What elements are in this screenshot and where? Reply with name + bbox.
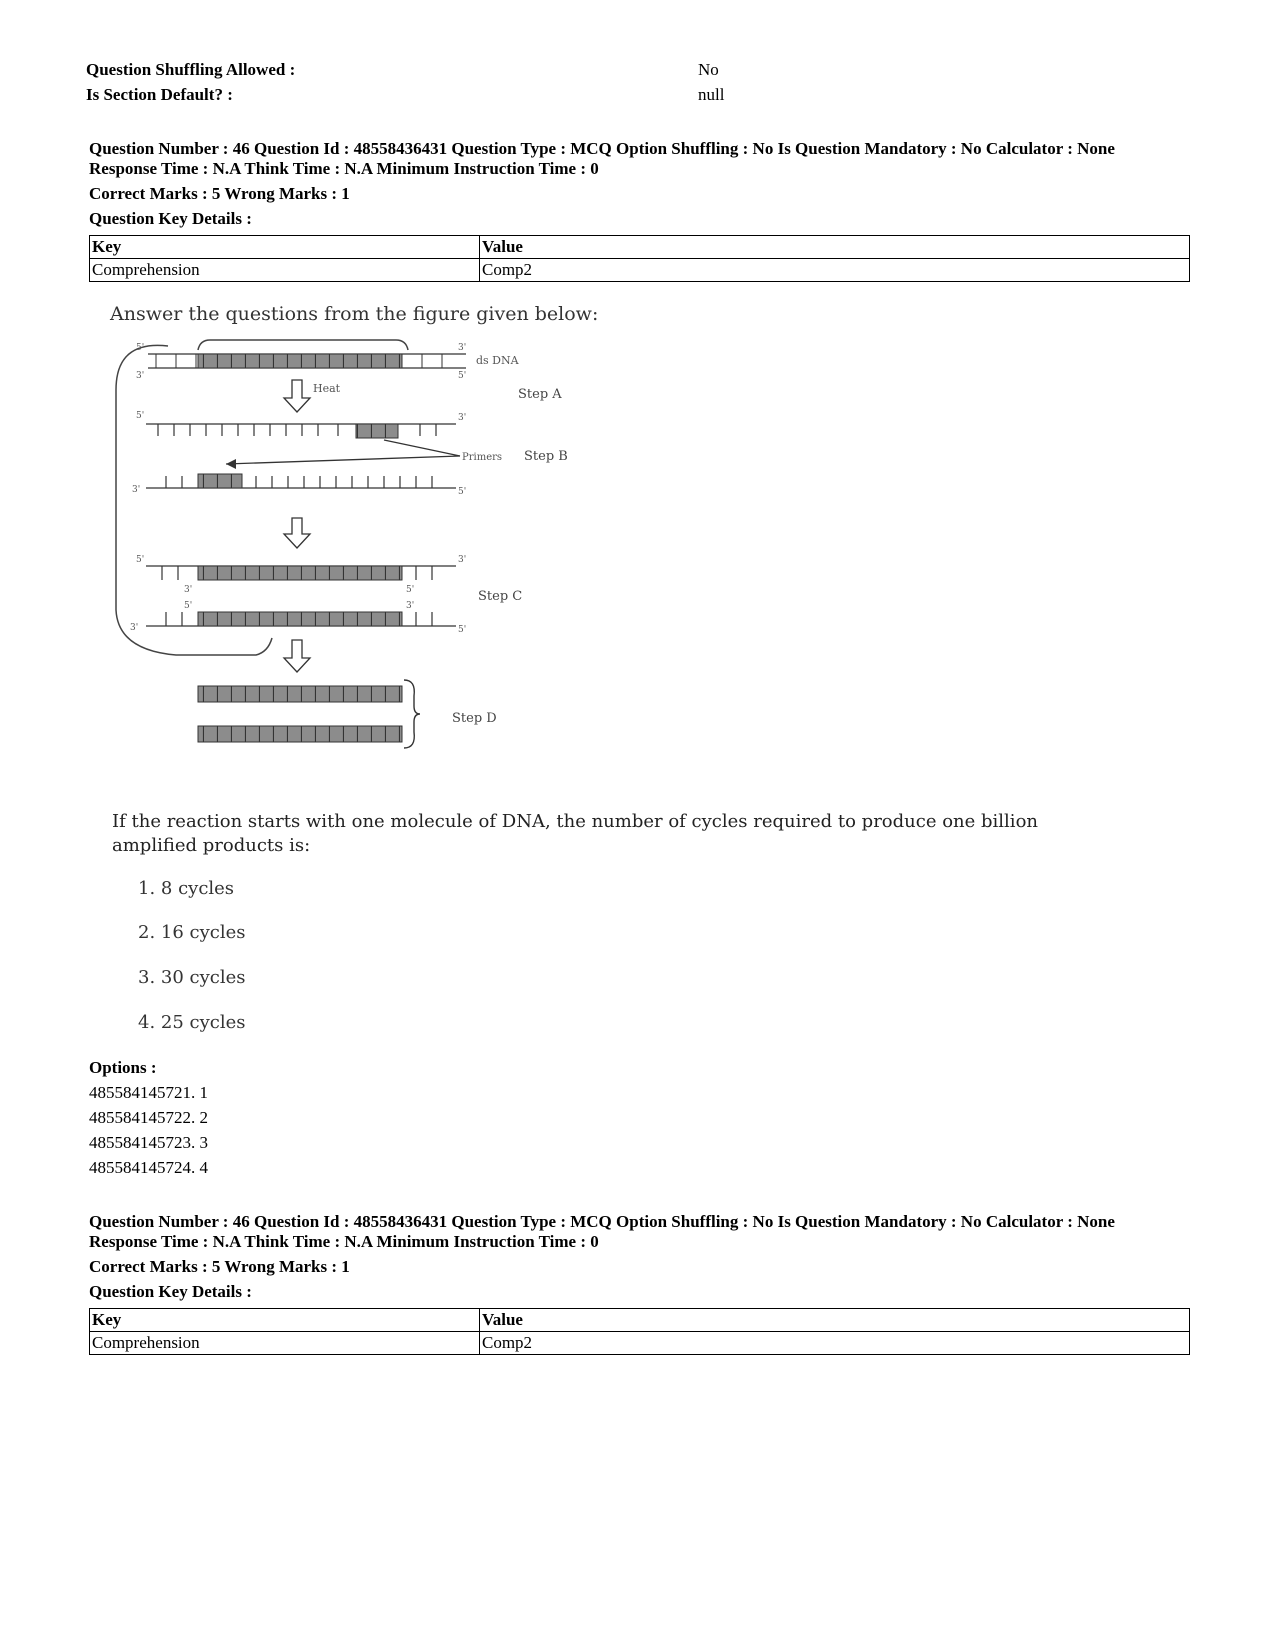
svg-text:3': 3' — [458, 555, 467, 565]
question-key-table — [89, 1308, 1190, 1355]
step-d-label: Step D — [452, 711, 497, 726]
extended-strand-bottom — [198, 612, 402, 626]
target-dna-region — [198, 354, 402, 368]
question-key-table — [89, 235, 1190, 282]
choice-2: 2. 16 cycles — [138, 922, 246, 943]
choice-4: 4. 25 cycles — [138, 1012, 246, 1033]
option-item: 485584145721. 1 — [89, 1083, 208, 1102]
target-brace — [198, 340, 408, 350]
table-row — [90, 236, 1190, 259]
svg-text:5': 5' — [458, 625, 467, 635]
question-marks: Correct Marks : 5 Wrong Marks : 1 — [89, 184, 350, 203]
option-item: 485584145724. 4 — [89, 1158, 208, 1177]
svg-text:5': 5' — [406, 585, 415, 595]
step-c-label: Step C — [478, 589, 523, 604]
question-meta-line1: Question Number : 46 Question Id : 48558436431 Question Type : MCQ Option Shuffling : No Is Question Mandatory : No Calculator : None — [89, 1212, 1115, 1231]
product-dna-2 — [198, 726, 402, 742]
ds-dna-label: ds DNA — [476, 354, 519, 367]
svg-text:3': 3' — [458, 413, 467, 423]
svg-text:3': 3' — [458, 343, 467, 353]
question-key-details-label: Question Key Details : — [89, 209, 252, 228]
svg-text:5': 5' — [184, 601, 193, 611]
shuffling-label: Question Shuffling Allowed : — [86, 60, 296, 79]
heat-label: Heat — [313, 382, 341, 395]
option-item: 485584145723. 3 — [89, 1133, 208, 1152]
question-meta-line1: Question Number : 46 Question Id : 48558436431 Question Type : MCQ Option Shuffling : No Is Question Mandatory : No Calculator : None — [89, 139, 1115, 158]
extended-strand-top — [198, 566, 402, 580]
svg-text:5': 5' — [458, 371, 467, 381]
table-cell-key: Comprehension — [90, 259, 480, 282]
svg-text:5': 5' — [136, 343, 145, 353]
question-key-details-label: Question Key Details : — [89, 1282, 252, 1301]
option-item: 485584145722. 2 — [89, 1108, 208, 1127]
section-default-label: Is Section Default? : — [86, 85, 233, 104]
down-arrow-icon — [284, 640, 310, 672]
product-dna-1 — [198, 686, 402, 702]
table-row — [90, 259, 1190, 282]
table-header-key: Key — [90, 1309, 480, 1332]
section-default-value: null — [698, 85, 725, 104]
table-row — [90, 1309, 1190, 1332]
question-marks: Correct Marks : 5 Wrong Marks : 1 — [89, 1257, 350, 1276]
question-meta-line2: Response Time : N.A Think Time : N.A Minimum Instruction Time : 0 — [89, 159, 599, 178]
table-header-value: Value — [480, 1309, 1190, 1332]
table-cell-value: Comp2 — [480, 1332, 1190, 1355]
step-a-label: Step A — [518, 387, 562, 402]
choice-1: 1. 8 cycles — [138, 878, 235, 899]
question-meta-line2: Response Time : N.A Think Time : N.A Minimum Instruction Time : 0 — [89, 1232, 599, 1251]
products-brace — [404, 680, 420, 748]
svg-text:5': 5' — [458, 487, 467, 497]
svg-text:3': 3' — [136, 371, 145, 381]
table-header-value: Value — [480, 236, 1190, 259]
table-header-key: Key — [90, 236, 480, 259]
shuffling-value: No — [698, 60, 719, 79]
question-stem-line2: amplified products is: — [112, 835, 311, 856]
svg-text:3': 3' — [406, 601, 415, 611]
cycle-loop-arrow — [116, 345, 272, 655]
down-arrow-icon — [284, 518, 310, 548]
figure-intro: Answer the questions from the figure given below: — [110, 303, 599, 325]
svg-text:5': 5' — [136, 411, 145, 421]
primers-label: Primers — [462, 452, 503, 463]
options-label: Options : — [89, 1058, 157, 1077]
step-b-label: Step B — [524, 449, 568, 464]
down-arrow-icon — [284, 380, 310, 412]
choice-3: 3. 30 cycles — [138, 967, 246, 988]
svg-text:3': 3' — [130, 623, 139, 633]
table-row — [90, 1332, 1190, 1355]
svg-text:3': 3' — [184, 585, 193, 595]
pcr-diagram — [106, 300, 626, 790]
question-stem-line1: If the reaction starts with one molecule of DNA, the number of cycles required to produce one billion — [112, 811, 1038, 832]
svg-text:3': 3' — [132, 485, 141, 495]
table-cell-key: Comprehension — [90, 1332, 480, 1355]
svg-text:5': 5' — [136, 555, 145, 565]
table-cell-value: Comp2 — [480, 259, 1190, 282]
primer-top — [356, 424, 398, 438]
primer-bottom — [198, 474, 242, 488]
